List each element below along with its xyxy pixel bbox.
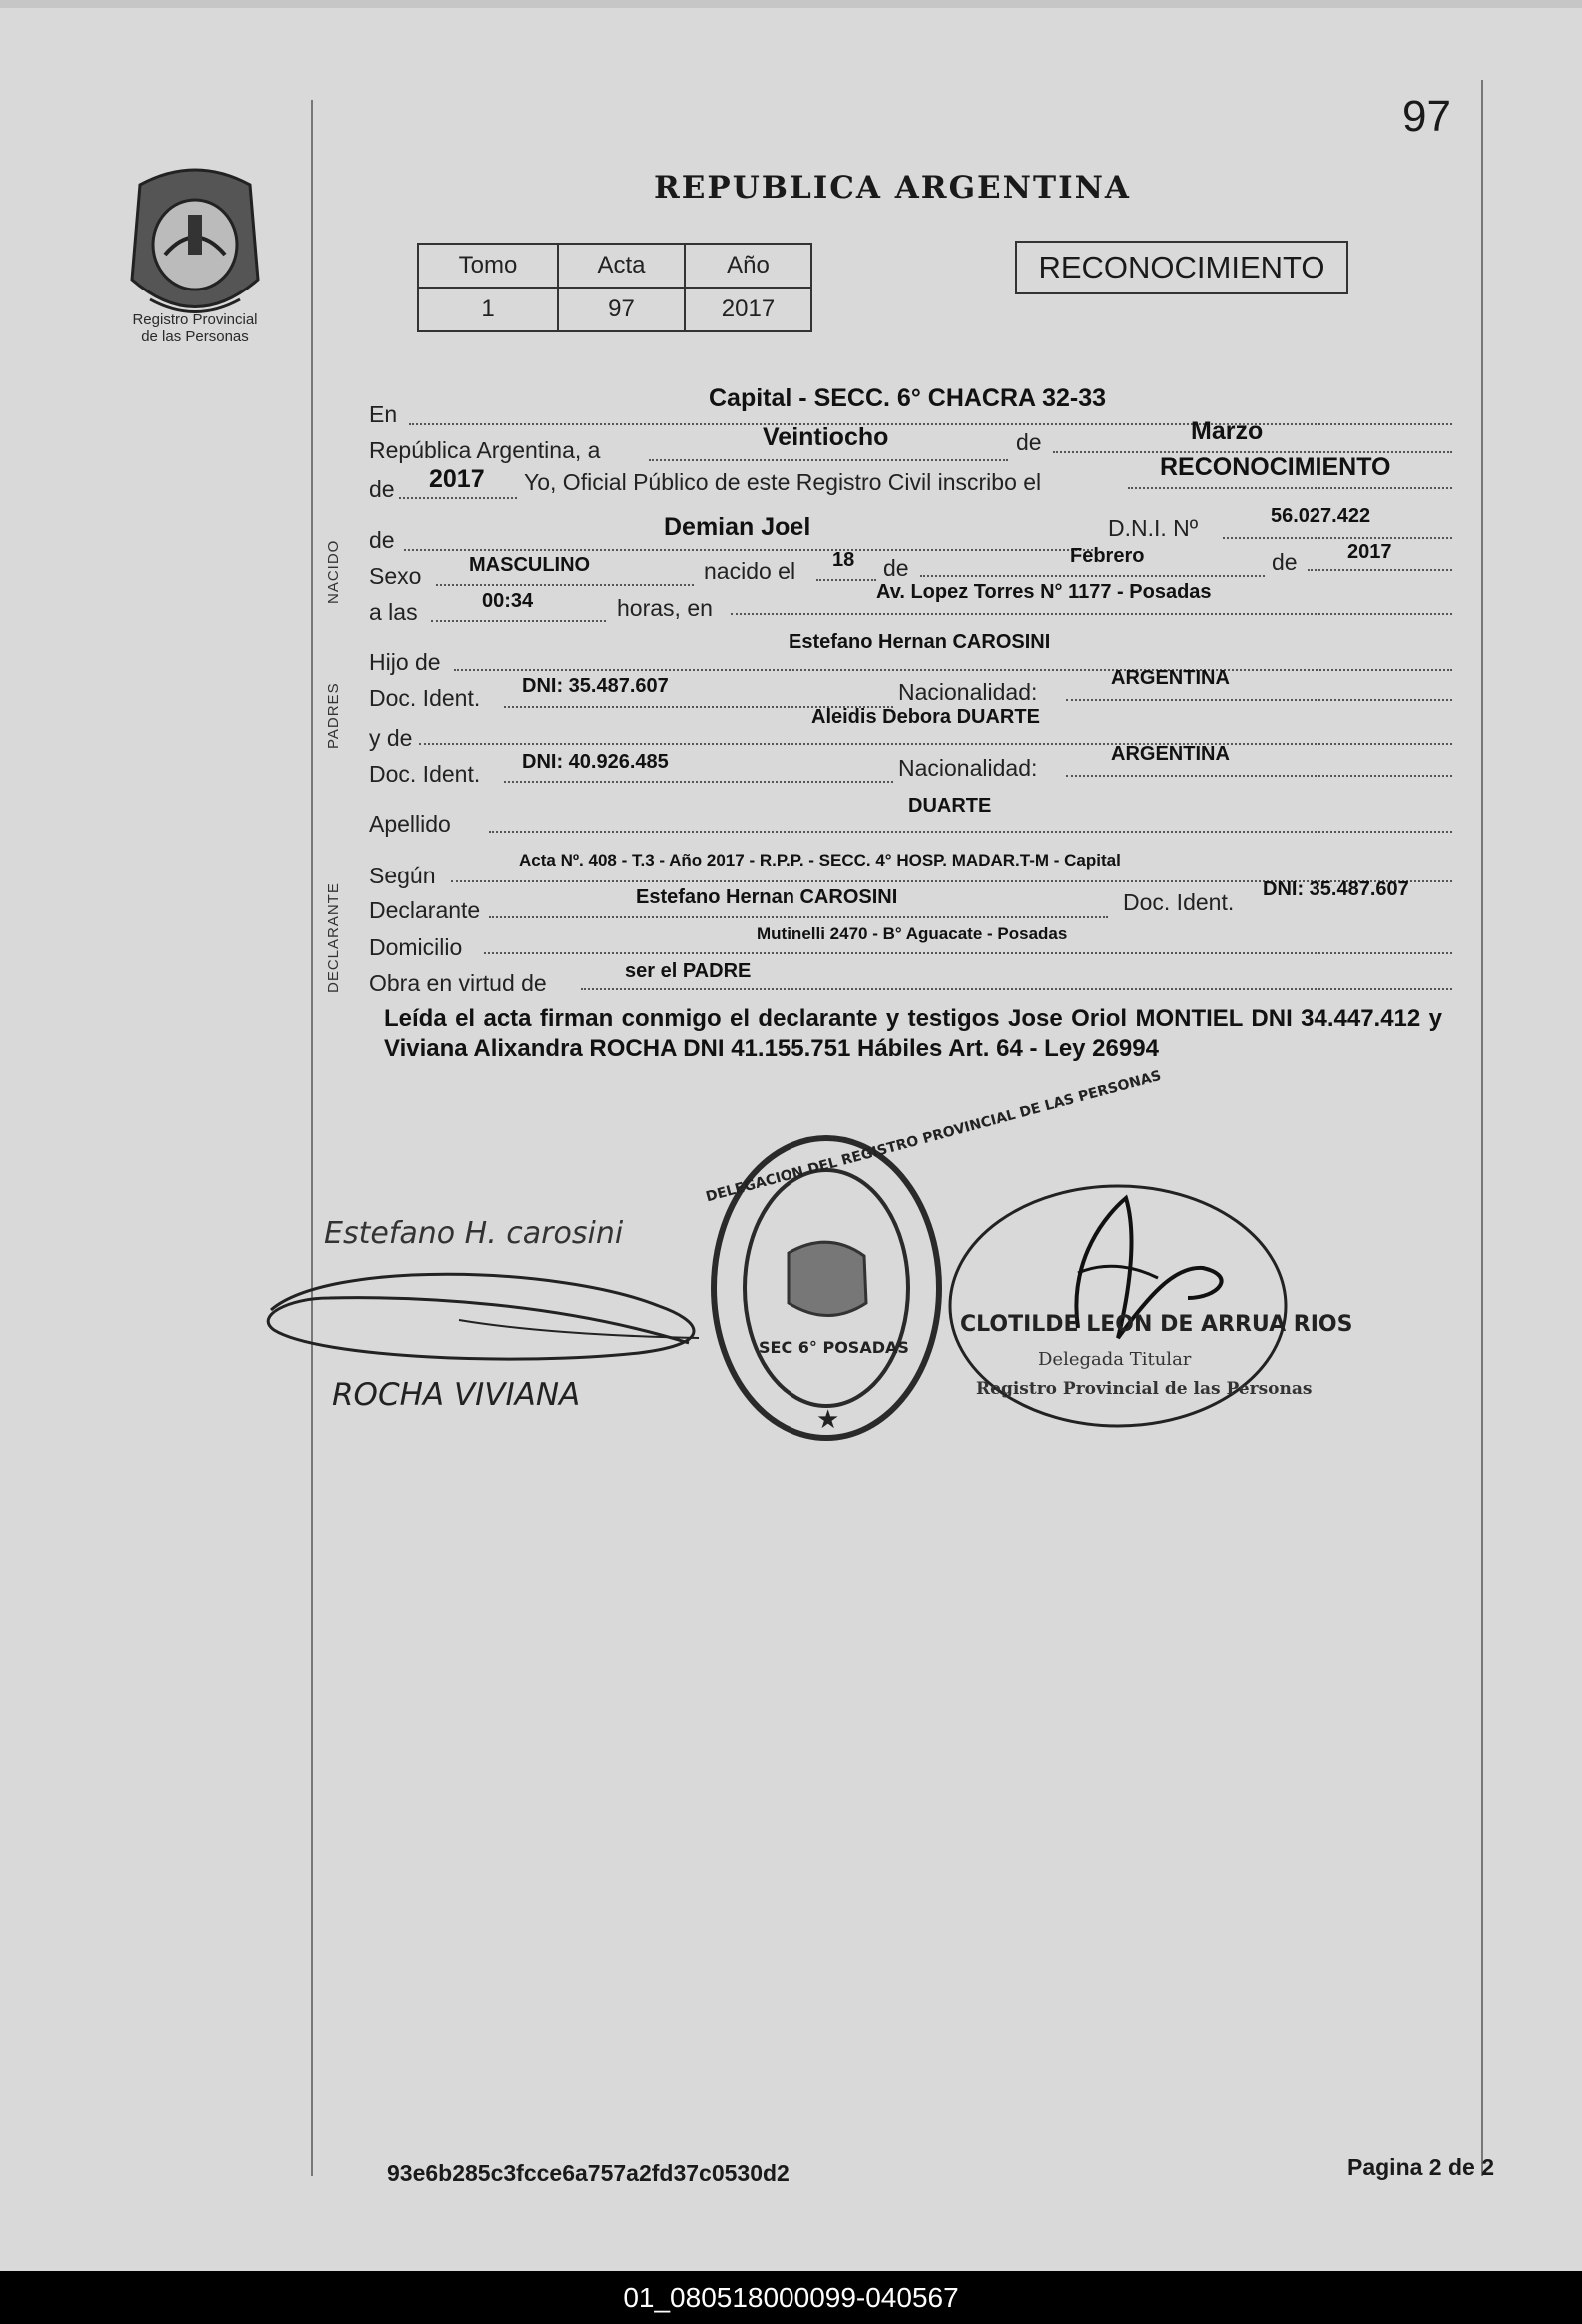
ref-header-tomo: Tomo bbox=[418, 244, 558, 288]
ref-header-anio: Año bbox=[685, 244, 811, 288]
nac2-label: Nacionalidad: bbox=[898, 755, 1038, 781]
sexo-value: MASCULINO bbox=[469, 554, 591, 576]
nacido-dia-value: 18 bbox=[832, 549, 855, 571]
ref-value-acta: 97 bbox=[558, 288, 685, 331]
page-indicator: Pagina 2 de 2 bbox=[1347, 2154, 1495, 2180]
page-number: 97 bbox=[1402, 92, 1451, 141]
document-hash: 93e6b285c3fcce6a757a2fd37c0530d2 bbox=[387, 2160, 790, 2186]
padre-value: Estefano Hernan CAROSINI bbox=[789, 631, 1051, 653]
ref-header-acta: Acta bbox=[558, 244, 685, 288]
segun-label: Según bbox=[369, 863, 436, 888]
inscribo-value: RECONOCIMIENTO bbox=[1160, 453, 1391, 481]
de-label: de bbox=[1016, 429, 1042, 455]
declarante-handwritten-name: Estefano H. carosini bbox=[324, 1216, 624, 1251]
domicilio-value: Mutinelli 2470 - B° Aguacate - Posadas bbox=[757, 924, 1068, 943]
lugar-value: Av. Lopez Torres N° 1177 - Posadas bbox=[876, 581, 1212, 603]
official-org: Registro Provincial de las Personas bbox=[976, 1379, 1313, 1399]
segun-value: Acta Nº. 408 - T.3 - Año 2017 - R.P.P. - SECC. 4° HOSP. MADAR.T-M - Capital bbox=[519, 851, 1121, 870]
act-type-box: RECONOCIMIENTO bbox=[1015, 241, 1348, 294]
domicilio-label: Domicilio bbox=[369, 934, 463, 960]
madre-value: Aleidis Debora DUARTE bbox=[811, 706, 1040, 728]
stamp-ring-text: DELEGACION DEL REGISTRO PROVINCIAL DE LAS PERSONAS bbox=[704, 1067, 1164, 1206]
official-name: CLOTILDE LEON DE ARRUA RIOS bbox=[960, 1312, 1353, 1337]
official-role: Delegada Titular bbox=[1038, 1349, 1192, 1370]
svg-text:★: ★ bbox=[816, 1404, 840, 1434]
nac1-label: Nacionalidad: bbox=[898, 679, 1038, 705]
side-label-nacido: NACIDO bbox=[325, 539, 342, 604]
dia-value: Veintiocho bbox=[763, 423, 889, 451]
hora-value: 00:34 bbox=[482, 590, 534, 612]
dni-value: 56.027.422 bbox=[1271, 505, 1371, 527]
nombre-label: de bbox=[369, 527, 395, 553]
testigo-handwritten-name: ROCHA VIVIANA bbox=[332, 1377, 581, 1413]
horas-label: horas, en bbox=[617, 595, 713, 621]
sexo-label: Sexo bbox=[369, 563, 422, 589]
closing-statement: Leída el acta firman conmigo el declarante y testigos Jose Oriol MONTIEL DNI 34.447.412 y Viviana Alixandra ROCHA DNI 41.155.751 Hábiles Art. 64 - Ley 26994 bbox=[384, 1005, 1442, 1062]
alas-label: a las bbox=[369, 599, 418, 625]
en-value: Capital - SECC. 6° CHACRA 32-33 bbox=[709, 384, 1107, 412]
file-id-bar: 01_080518000099-040567 bbox=[0, 2271, 1582, 2324]
ref-value-tomo: 1 bbox=[418, 288, 558, 331]
side-label-padres: PADRES bbox=[325, 682, 342, 749]
hijo-label: Hijo de bbox=[369, 649, 441, 675]
en-label: En bbox=[369, 401, 398, 427]
nac2-value: ARGENTINA bbox=[1111, 743, 1230, 765]
obra-label: Obra en virtud de bbox=[369, 970, 547, 996]
yde-label: y de bbox=[369, 725, 413, 751]
doc2-value: DNI: 40.926.485 bbox=[522, 751, 669, 773]
nacido-label: nacido el bbox=[704, 558, 796, 584]
doc3-label: Doc. Ident. bbox=[1123, 889, 1235, 915]
mes-value: Marzo bbox=[1191, 417, 1264, 445]
declarante-signature bbox=[268, 1274, 699, 1359]
de2-label: de bbox=[369, 476, 395, 502]
nacido-mes-value: Febrero bbox=[1070, 545, 1145, 567]
nombre-value: Demian Joel bbox=[664, 513, 811, 541]
nac1-value: ARGENTINA bbox=[1111, 667, 1230, 689]
doc1-label: Doc. Ident. bbox=[369, 685, 481, 711]
nacido-anio-value: 2017 bbox=[1347, 541, 1392, 563]
doc1-value: DNI: 35.487.607 bbox=[522, 675, 669, 697]
nacido-de-label: de bbox=[883, 555, 909, 581]
logo-caption: Registro Provincial de las Personas bbox=[132, 311, 258, 345]
declarante-value: Estefano Hernan CAROSINI bbox=[636, 886, 898, 908]
dni-label: D.N.I. Nº bbox=[1108, 515, 1199, 541]
republica-label: República Argentina, a bbox=[369, 437, 601, 463]
nacido-de2-label: de bbox=[1272, 549, 1298, 575]
ref-value-anio: 2017 bbox=[685, 288, 811, 331]
obra-value: ser el PADRE bbox=[625, 960, 752, 982]
stamp-center-text: SEC 6° POSADAS bbox=[759, 1338, 909, 1357]
anio-value: 2017 bbox=[429, 465, 485, 493]
yo-label: Yo, Oficial Público de este Registro Civil inscribo el bbox=[524, 469, 1042, 495]
doc2-label: Doc. Ident. bbox=[369, 761, 481, 787]
apellido-value: DUARTE bbox=[908, 795, 992, 817]
side-label-declarante: DECLARANTE bbox=[325, 882, 342, 993]
apellido-label: Apellido bbox=[369, 811, 451, 837]
declarante-label: Declarante bbox=[369, 897, 481, 923]
doc3-value: DNI: 35.487.607 bbox=[1263, 878, 1409, 900]
document-title: REPUBLICA ARGENTINA bbox=[654, 170, 1131, 206]
